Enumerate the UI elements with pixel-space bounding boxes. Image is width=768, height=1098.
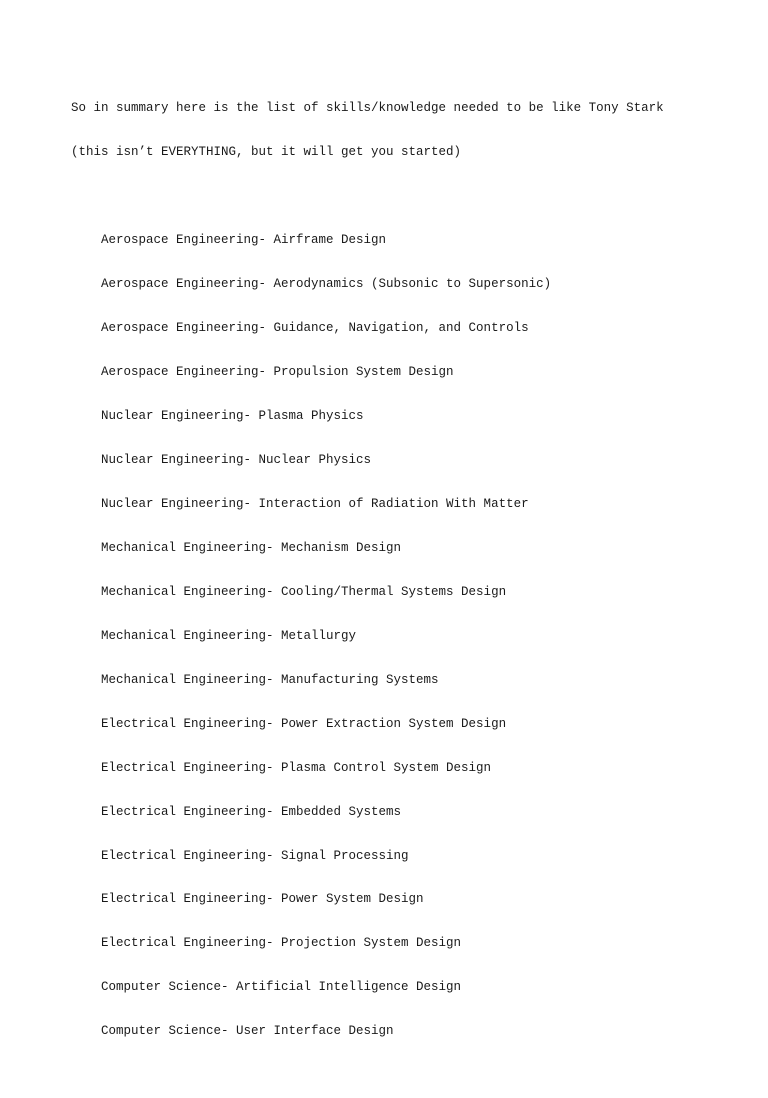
- skill-item: Aerospace Engineering- Propulsion System Design: [101, 365, 454, 380]
- skill-item: Mechanical Engineering- Mechanism Design: [101, 540, 402, 555]
- skill-item: Mechanical Engineering- Cooling/Thermal Systems Design: [101, 584, 507, 599]
- skill-item: Nuclear Engineering- Plasma Physics: [101, 408, 364, 423]
- skill-item: Aerospace Engineering- Aerodynamics (Subsonic to Supersonic): [101, 277, 552, 292]
- document-body: [71, 72, 664, 1098]
- skill-item: Mechanical Engineering- Metallurgy: [101, 628, 357, 643]
- skill-item: Electrical Engineering- Plasma Control System Design: [101, 760, 492, 775]
- skill-item: Electrical Engineering- Power System Design: [101, 892, 424, 907]
- skill-item: Electrical Engineering- Embedded Systems: [101, 804, 402, 819]
- skill-item: Nuclear Engineering- Interaction of Radiation With Matter: [101, 496, 529, 511]
- skill-item: Aerospace Engineering- Airframe Design: [101, 233, 387, 248]
- skill-item: Computer Science- Artificial Intelligence Design: [101, 980, 462, 995]
- skill-item: Nuclear Engineering- Nuclear Physics: [101, 452, 372, 467]
- skill-item: Mechanical Engineering- Manufacturing Systems: [101, 672, 439, 687]
- intro-line: (this isn’t EVERYTHING, but it will get you started): [71, 145, 462, 160]
- skill-item: Aerospace Engineering- Guidance, Navigation, and Controls: [101, 321, 529, 336]
- skill-item: Electrical Engineering- Power Extraction System Design: [101, 716, 507, 731]
- skill-item: Computer Science- User Interface Design: [101, 1024, 394, 1039]
- skill-item: Electrical Engineering- Signal Processing: [101, 848, 409, 863]
- skill-list: [71, 204, 664, 1068]
- skill-item: Electrical Engineering- Projection System Design: [101, 936, 462, 951]
- intro-line: So in summary here is the list of skills/knowledge needed to be like Tony Stark: [71, 101, 664, 116]
